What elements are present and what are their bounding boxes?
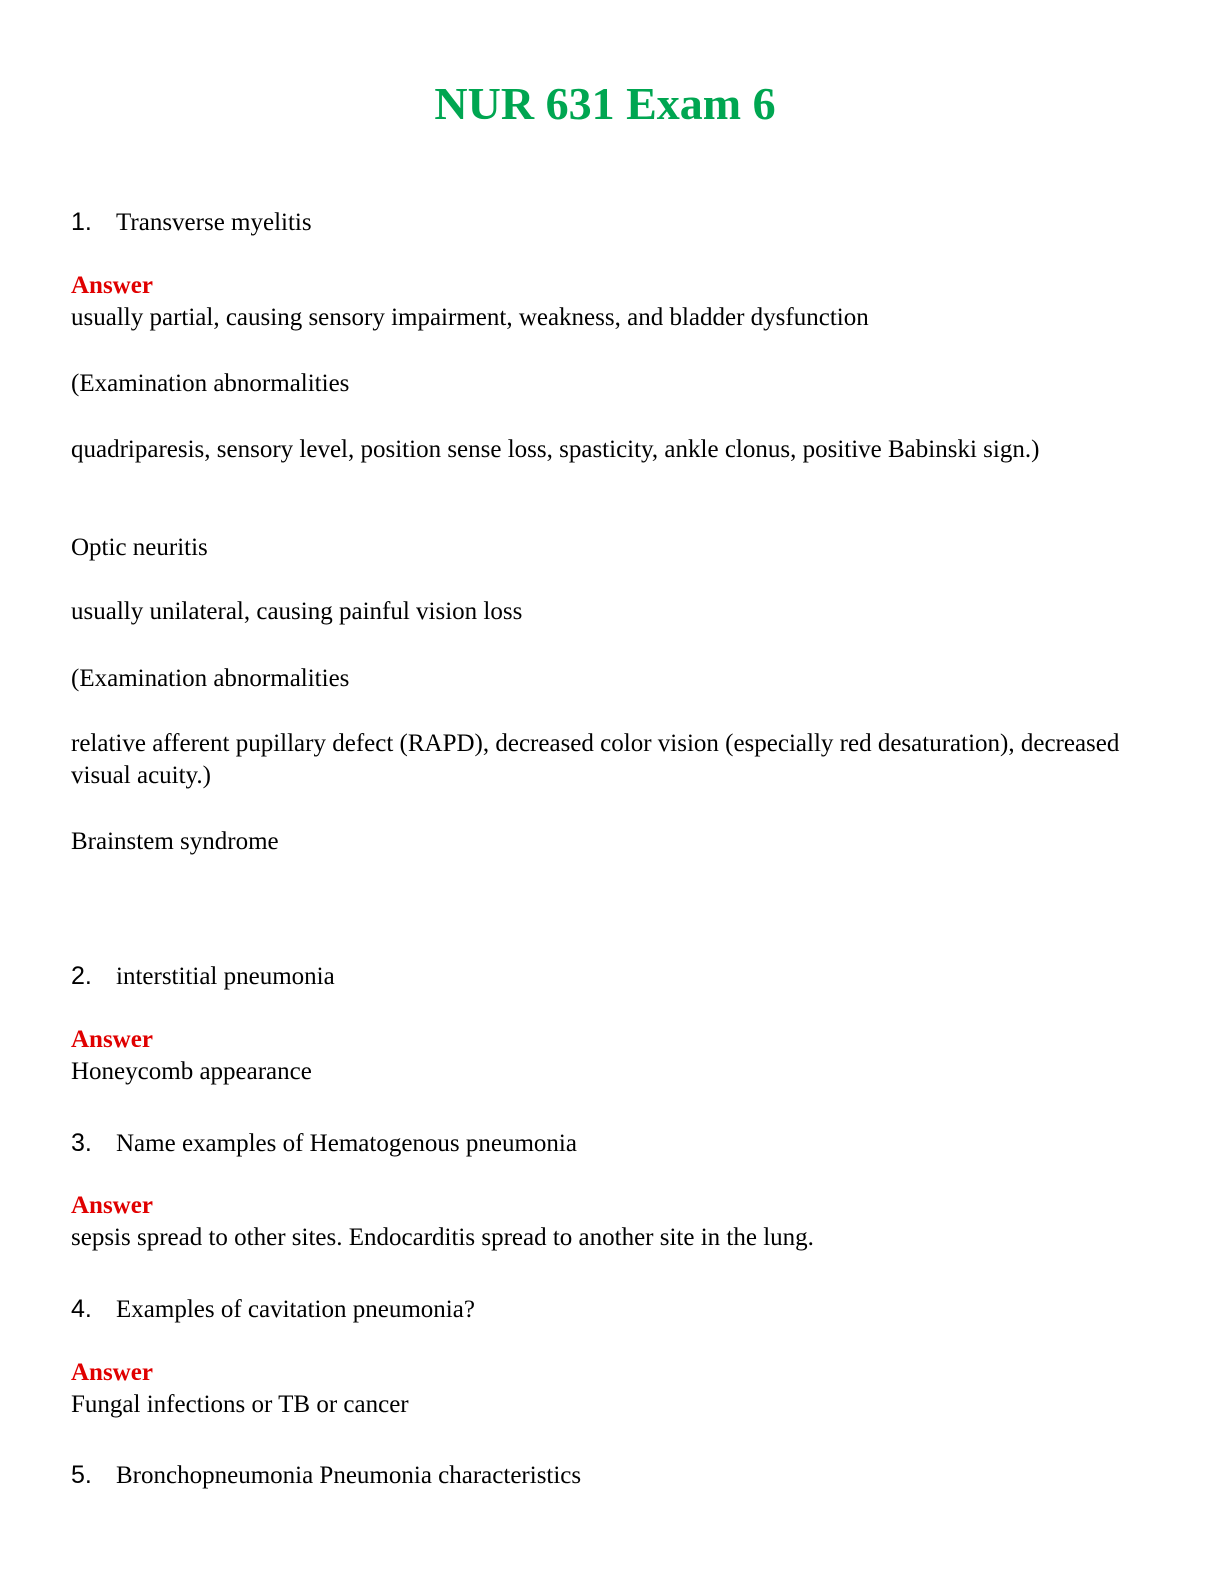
paragraph: relative afferent pupillary defect (RAPD), decreased color vision (especially red desaturation), decreased visual acuity.) bbox=[71, 730, 1120, 789]
answer-text: Honeycomb appearance bbox=[71, 1058, 312, 1085]
question-number: 3. bbox=[71, 1129, 92, 1157]
question-number: 1. bbox=[71, 208, 92, 236]
paragraph: (Examination abnormalities bbox=[71, 665, 350, 692]
question-text: interstitial pneumonia bbox=[116, 963, 335, 990]
question-text: Name examples of Hematogenous pneumonia bbox=[116, 1130, 577, 1157]
document-title: NUR 631 Exam 6 bbox=[434, 78, 776, 129]
paragraph: Brainstem syndrome bbox=[71, 828, 279, 855]
answer-label: Answer bbox=[71, 1192, 153, 1219]
answer-text: sepsis spread to other sites. Endocarditis spread to another site in the lung. bbox=[71, 1224, 814, 1251]
question-4 bbox=[71, 1293, 475, 1326]
paragraph: Optic neuritis bbox=[71, 534, 208, 561]
question-number: 2. bbox=[71, 962, 92, 990]
question-number: 4. bbox=[71, 1295, 92, 1323]
question-number: 5. bbox=[71, 1461, 92, 1489]
answer-label: Answer bbox=[71, 1026, 153, 1053]
question-text: Bronchopneumonia Pneumonia characteristics bbox=[116, 1462, 582, 1489]
answer-text: usually partial, causing sensory impairment, weakness, and bladder dysfunction bbox=[71, 304, 869, 331]
answer-text: Fungal infections or TB or cancer bbox=[71, 1391, 409, 1418]
answer-label: Answer bbox=[71, 1359, 153, 1386]
question-5 bbox=[71, 1459, 581, 1492]
paragraph: (Examination abnormalities bbox=[71, 370, 350, 397]
paragraph: usually unilateral, causing painful vision loss bbox=[71, 598, 523, 625]
question-1 bbox=[71, 206, 312, 239]
question-3 bbox=[71, 1127, 577, 1160]
paragraph: quadriparesis, sensory level, position sense loss, spasticity, ankle clonus, positive Babinski sign.) bbox=[71, 436, 1040, 463]
question-text: Examples of cavitation pneumonia? bbox=[116, 1296, 475, 1323]
answer-label: Answer bbox=[71, 272, 153, 299]
question-2 bbox=[71, 960, 335, 993]
question-text: Transverse myelitis bbox=[116, 209, 312, 236]
